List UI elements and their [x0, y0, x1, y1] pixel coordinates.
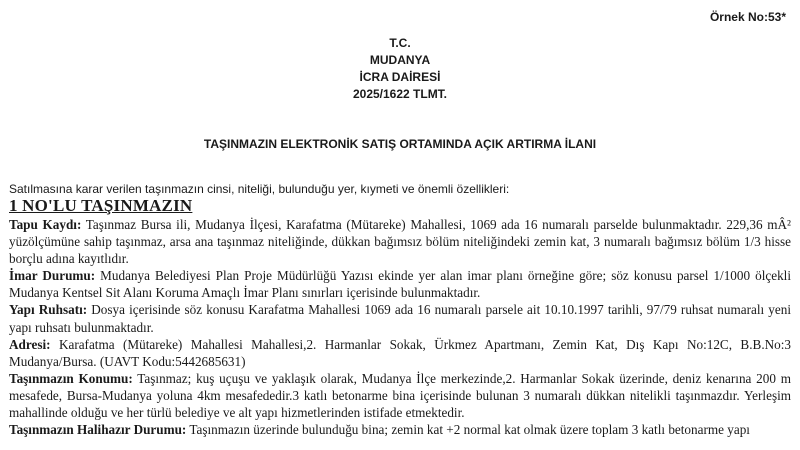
- intro-text: Satılmasına karar verilen taşınmazın cinsi, niteliği, bulunduğu yer, kıymeti ve önemli özellikleri:: [9, 182, 510, 196]
- header-line-office: İCRA DAİRESİ: [359, 70, 441, 84]
- property-details: [9, 216, 791, 438]
- header-line-file-number: 2025/1622 TLMT.: [352, 87, 448, 101]
- example-number: Örnek No:53*: [709, 10, 786, 24]
- field-konum: [9, 370, 791, 421]
- field-imar-label: İmar Durumu:: [9, 268, 96, 284]
- field-konum-text: Taşınmaz; kuş uçuşu ve yaklaşık olarak, Mudanya İlçe merkezinde,2. Harmanlar Sokak üzerinde, deniz kenarına 200 m mesafede, Bursa-Mudanya yoluna 4km mesafededir.3 katlı betonarme bina içerisinde bulunan 3 numaralı dükkan nitelikli taşınmazdır. Yerleşim mahallinde olduğu ve her türlü belediye ve alt yapı hizmetlerinden istifade etmektedir.: [9, 370, 791, 421]
- field-tapu-label: Tapu Kaydı:: [9, 217, 82, 232]
- field-adres-text: Karafatma (Mütareke) Mahallesi Mahallesi,2. Harmanlar Sokak, Ürkmez Apartmanı, Zemin Kat, Dış Kapı No:12C, B.B.No:3 Mudanya/Bursa. (UAVT Kodu:5442685631): [9, 336, 791, 369]
- section-title: 1 NO'LU TAŞINMAZIN: [9, 196, 193, 215]
- field-adres: [9, 336, 791, 370]
- field-konum-label: Taşınmazın Konumu:: [9, 370, 133, 386]
- field-ruhsat-label: Yapı Ruhsatı:: [9, 302, 88, 318]
- field-halihazir: [9, 421, 791, 438]
- field-halihazir-label: Taşınmazın Halihazır Durumu:: [9, 422, 187, 438]
- field-tapu-text: Taşınmaz Bursa ili, Mudanya İlçesi, Karafatma (Mütareke) Mahallesi, 1069 ada 16 numaralı parselde bulunmaktadır. 229,36 mÂ² yüzölçümüne sahip taşınmaz, arsa ana taşınmaz niteliğinde, dükkan bağımsız bölüm niteliğindeki zemin kat, 3 numaralı bağımsız bölüm 1/3 hisse borçlu adına kayıtlıdır.: [9, 217, 791, 267]
- office-header: [0, 35, 800, 103]
- header-line-district: MUDANYA: [369, 53, 431, 67]
- field-ruhsat: [9, 301, 791, 335]
- field-adres-label: Adresi:: [9, 336, 51, 352]
- header-line-tc: T.C.: [389, 36, 411, 50]
- field-imar-text: Mudanya Belediyesi Plan Proje Müdürlüğü Yazısı ekinde yer alan imar planı örneğine göre; söz konusu parsel 1/1000 ölçekli Mudanya Kentsel Sit Alanı Koruma Amaçlı İmar Planı sınırları içerisinde bulunmaktadır.: [9, 268, 792, 301]
- field-halihazir-text: Taşınmazın üzerinde bulunduğu bina; zemin kat +2 normal kat olmak üzere toplam 3 katlı betonarme yapı: [186, 422, 750, 438]
- announcement-title: TAŞINMAZIN ELEKTRONİK SATIŞ ORTAMINDA AÇIK ARTIRMA İLANI: [203, 137, 597, 151]
- field-tapu: [9, 216, 791, 267]
- field-ruhsat-text: Dosya içerisinde söz konusu Karafatma Mahallesi 1069 ada 16 numaralı parsele ait 10.10.1997 tarihli, 97/79 ruhsat numaralı yeni yapı ruhsatı bulunmaktadır.: [9, 302, 791, 335]
- field-imar: [9, 267, 791, 301]
